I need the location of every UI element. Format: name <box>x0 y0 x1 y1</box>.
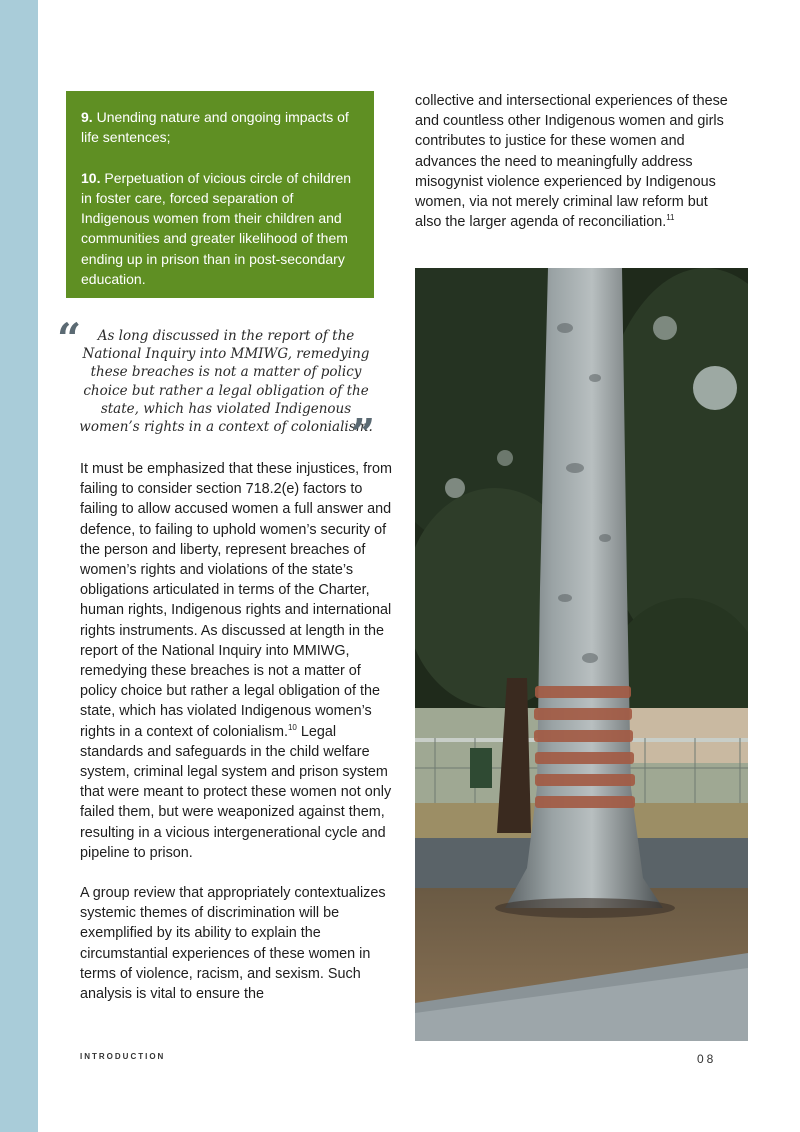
side-color-band <box>0 0 38 1132</box>
footnote-ref-10: 10 <box>287 722 297 732</box>
tree-photo <box>415 268 748 1041</box>
section-label: INTRODUCTION <box>80 1052 166 1061</box>
body-paragraph-2: A group review that appropriately contextualizes systemic themes of discrimination will be exemplified by its ability to explain the circumstantial experiences of these women in terms of violence, racism, and sexism. Such analysis is vital to ensure the <box>80 885 386 1003</box>
left-column-body <box>80 459 392 1004</box>
pull-quote <box>56 314 386 459</box>
body-paragraph-continued: collective and intersectional experiences of these and countless other Indigenous women and girls contributes to justice for these women and advances the need to meaningfully address misogynist violence experienced by Indigenous women, via not merely criminal law reform but also the larger agenda of reconciliation.$^{11}$ <box>415 93 728 231</box>
list-item-10: 10. Perpetuation of vicious circle of children in foster care, forced separation of Indigenous women from their children and communities and greater likelihood of them ending up in prison than in post-secondary education. <box>81 169 352 288</box>
body-paragraph-1: It must be emphasized that these injustices, from failing to consider section 718.2(e) factors to failing to allow accused women a full answer and defence, to failing to uphold women’s security of the person and liberty, represent breaches of women’s rights and violations of the state’s obligations articulated in terms of the Charter, human rights, Indigenous rights and international rights instruments. As discussed at length in the report of the National Inquiry into MMIWG, remedying these breaches is not a matter of policy choice but rather a legal obligation of the state, which has violated Indigenous women’s rights in a context of colonialism.$^{10}$ Legal standards and safeguards in the child welfare system, criminal legal system and prison system that were meant to protect these women not only failed them, but were weaponized against them, resulting in a vicious intergenerational cycle and pipeline to prison. <box>80 461 392 861</box>
list-callout-box <box>66 91 374 298</box>
close-quote-icon: ” <box>351 410 376 459</box>
page-number: 08 <box>697 1052 717 1066</box>
pull-quote-text: As long discussed in the report of the National Inquiry into MMIWG, remedying these breaches is not a matter of policy choice but rather a legal obligation of the state, which has violated Indigenous women’s rights in a context of colonialism. <box>79 328 373 436</box>
open-quote-icon: “ <box>57 314 82 363</box>
right-column-body <box>415 91 737 232</box>
footnote-ref-11: 11 <box>666 213 675 223</box>
list-item-9: 9. Unending nature and ongoing impacts of life sentences; <box>81 109 349 146</box>
